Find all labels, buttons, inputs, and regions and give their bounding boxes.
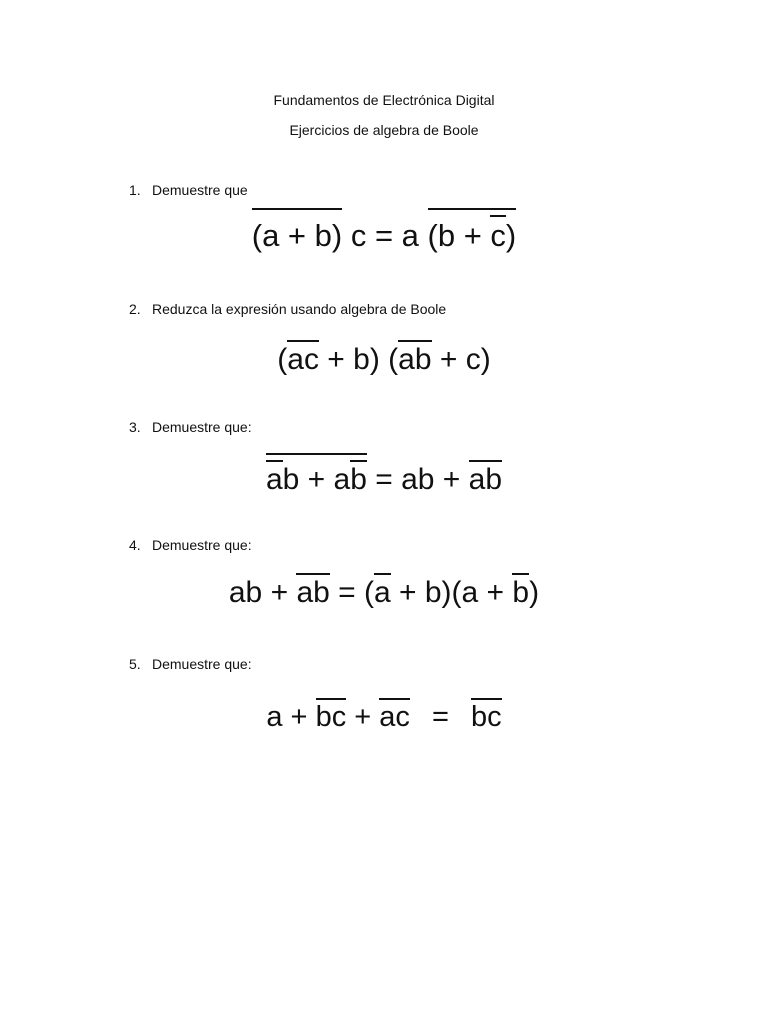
exercise-instruction: Reduzca la expresión usando algebra de Boole [152,301,447,317]
exercise-1-label [129,181,248,199]
exercise-instruction: Demuestre que: [152,419,252,435]
overlined-term: ac [287,343,319,376]
exercise-3-formula: ab + ab = ab + ab [265,463,503,496]
exercise-3-label [129,418,252,436]
overlined-term: a [468,463,486,496]
exercise-5-formula: a + bc + ac = bc [266,701,502,733]
exercise-2-formula: (ac + b) (ab + c) [277,343,491,376]
overlined-term: ac [379,701,410,733]
exercise-number: 1. [129,182,141,198]
exercise-number: 5. [129,656,141,672]
overlined-term: b [512,576,530,609]
overlined-term: c [490,218,506,253]
overlined-term: ab + ab [265,463,367,496]
exercise-instruction: Demuestre que [152,182,248,198]
document-title: Fundamentos de Electrónica Digital [273,92,495,108]
overlined-term: a [296,576,314,609]
exercise-number: 2. [129,301,141,317]
exercise-1-formula: (a + b) c = a (b + c) [251,218,517,253]
exercise-number: 3. [129,419,141,435]
overlined-term: (b + c) [427,218,517,253]
exercise-4-formula: ab + ab = (a + b)(a + b) [228,576,540,609]
overlined-term: b [313,576,330,609]
document-subtitle: Ejercicios de algebra de Boole [289,122,479,138]
exercise-instruction: Demuestre que: [152,537,252,553]
overlined-term: ab [398,343,432,376]
exercise-instruction: Demuestre que: [152,656,252,672]
exercise-number: 4. [129,537,141,553]
overlined-term: (a + b) [251,218,343,253]
overlined-term: b [485,463,503,496]
exercise-5-label [129,655,252,673]
exercise-2-label [129,300,446,318]
overlined-term: bc [470,701,502,733]
exercise-4-label [129,536,252,554]
overlined-term: bc [315,701,347,733]
overlined-term: a [374,576,391,609]
